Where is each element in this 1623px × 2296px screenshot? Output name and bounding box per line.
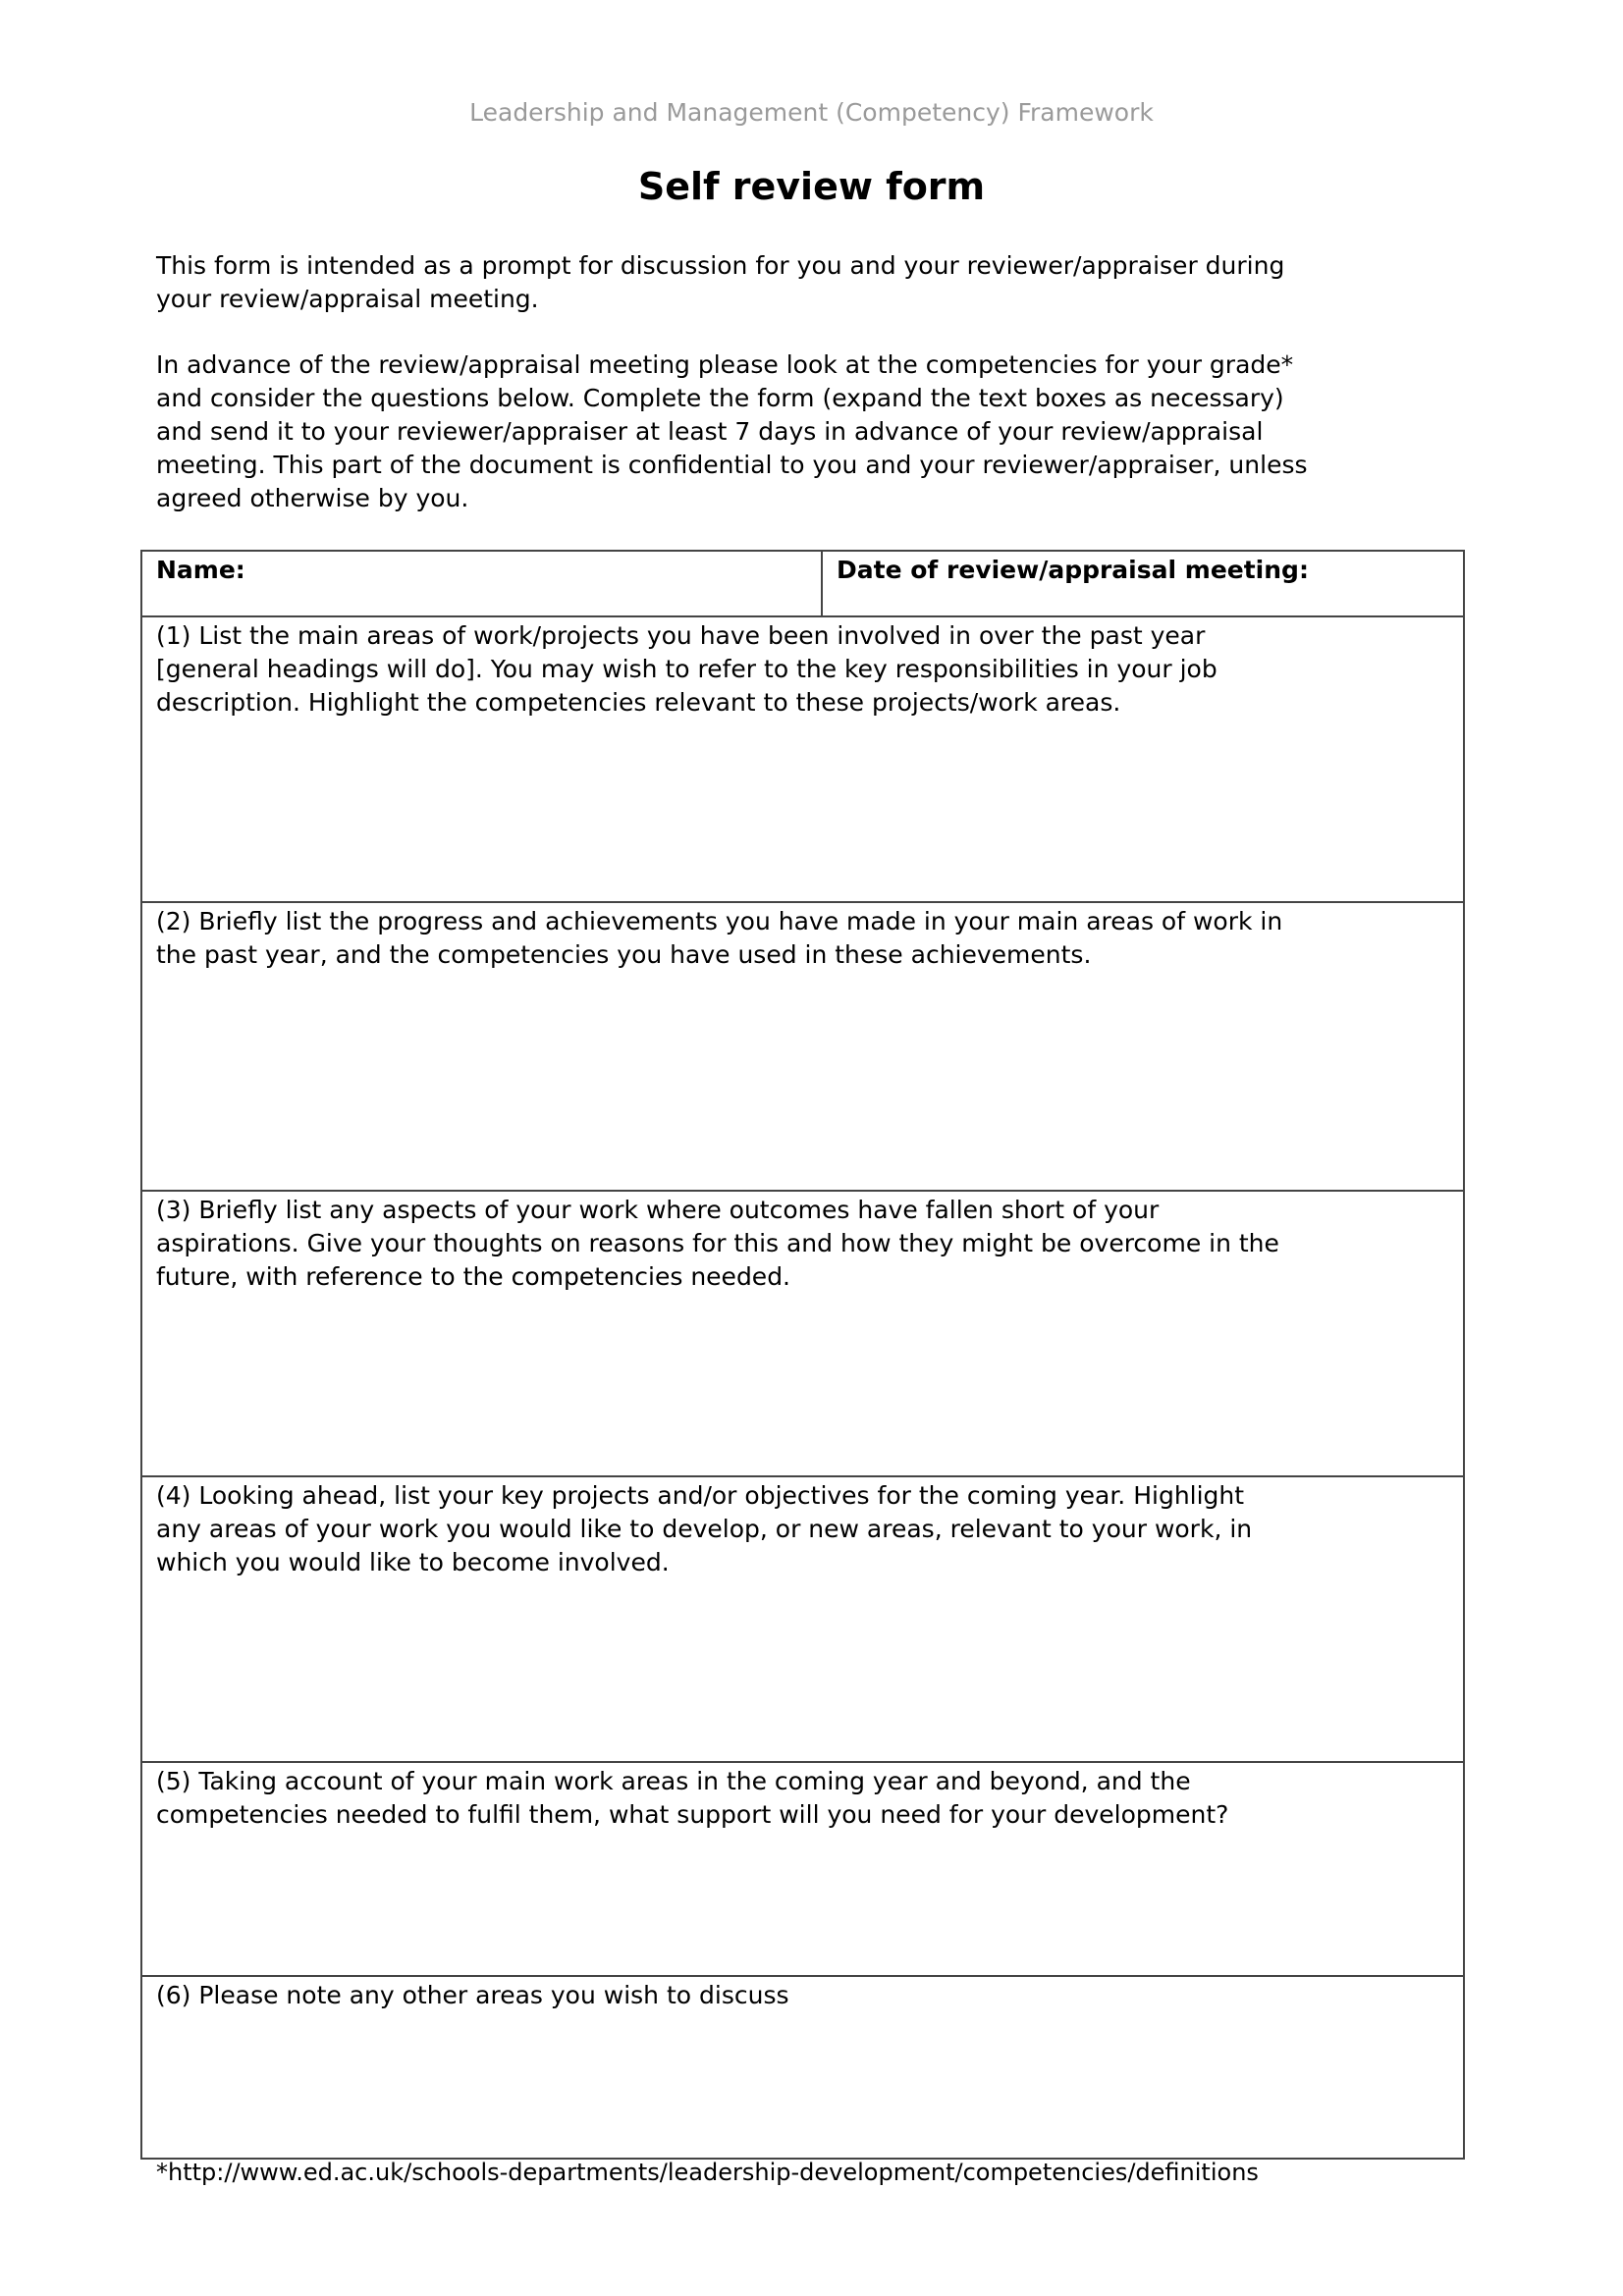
question-text: aspirations. Give your thoughts on reasons for this and how they might be overcome in the xyxy=(156,1229,1279,1257)
question-1-box[interactable] xyxy=(141,616,1464,902)
question-text: description. Highlight the competencies relevant to these projects/work areas. xyxy=(156,688,1121,717)
question-text: future, with reference to the competencies needed. xyxy=(156,1262,791,1291)
text-line: your review/appraisal meeting. xyxy=(156,285,539,313)
page-title: Self review form xyxy=(637,165,986,208)
text-line: meeting. This part of the document is confidential to you and your reviewer/appraiser, unless xyxy=(156,451,1308,479)
date-label: Date of review/appraisal meeting: xyxy=(837,556,1309,584)
question-text: (2) Briefly list the progress and achievements you have made in your main areas of work in xyxy=(156,907,1283,935)
question-text: any areas of your work you would like to develop, or new areas, relevant to your work, in xyxy=(156,1515,1253,1543)
text-line: and send it to your reviewer/appraiser at least 7 days in advance of your review/appraisal xyxy=(156,417,1264,446)
question-text: (3) Briefly list any aspects of your work where outcomes have fallen short of your xyxy=(156,1196,1160,1224)
text-line: agreed otherwise by you. xyxy=(156,484,469,512)
question-3-box[interactable] xyxy=(141,1191,1464,1476)
footnote-link[interactable]: *http://www.ed.ac.uk/schools-departments/leadership-development/competencies/definitions xyxy=(156,2159,1259,2186)
name-field[interactable] xyxy=(141,551,822,616)
question-2-box[interactable] xyxy=(141,902,1464,1191)
question-6-box[interactable] xyxy=(141,1976,1464,2159)
question-text: (5) Taking account of your main work areas in the coming year and beyond, and the xyxy=(156,1767,1191,1795)
running-header: Leadership and Management (Competency) Framework xyxy=(469,98,1154,127)
intro-paragraph-1 xyxy=(156,249,1284,316)
name-label: Name: xyxy=(156,556,245,584)
question-text: which you would like to become involved. xyxy=(156,1548,670,1576)
review-form-table xyxy=(140,550,1465,2160)
question-text: (6) Please note any other areas you wish to discuss xyxy=(156,1981,789,2009)
question-text: competencies needed to fulfil them, what support will you need for your development? xyxy=(156,1800,1229,1829)
question-4-box[interactable] xyxy=(141,1476,1464,1762)
text-line: In advance of the review/appraisal meeting please look at the competencies for your grade* xyxy=(156,350,1294,379)
question-5-box[interactable] xyxy=(141,1762,1464,1976)
question-text: (4) Looking ahead, list your key projects and/or objectives for the coming year. Highlight xyxy=(156,1481,1245,1510)
intro-paragraph-2 xyxy=(156,348,1308,515)
text-line: and consider the questions below. Complete the form (expand the text boxes as necessary) xyxy=(156,384,1284,412)
date-field[interactable] xyxy=(822,551,1464,616)
text-line: This form is intended as a prompt for discussion for you and your reviewer/appraiser during xyxy=(156,251,1285,280)
question-text: the past year, and the competencies you have used in these achievements. xyxy=(156,940,1092,969)
question-text: (1) List the main areas of work/projects you have been involved in over the past year xyxy=(156,621,1206,650)
question-text: [general headings will do]. You may wish to refer to the key responsibilities in your job xyxy=(156,655,1217,683)
